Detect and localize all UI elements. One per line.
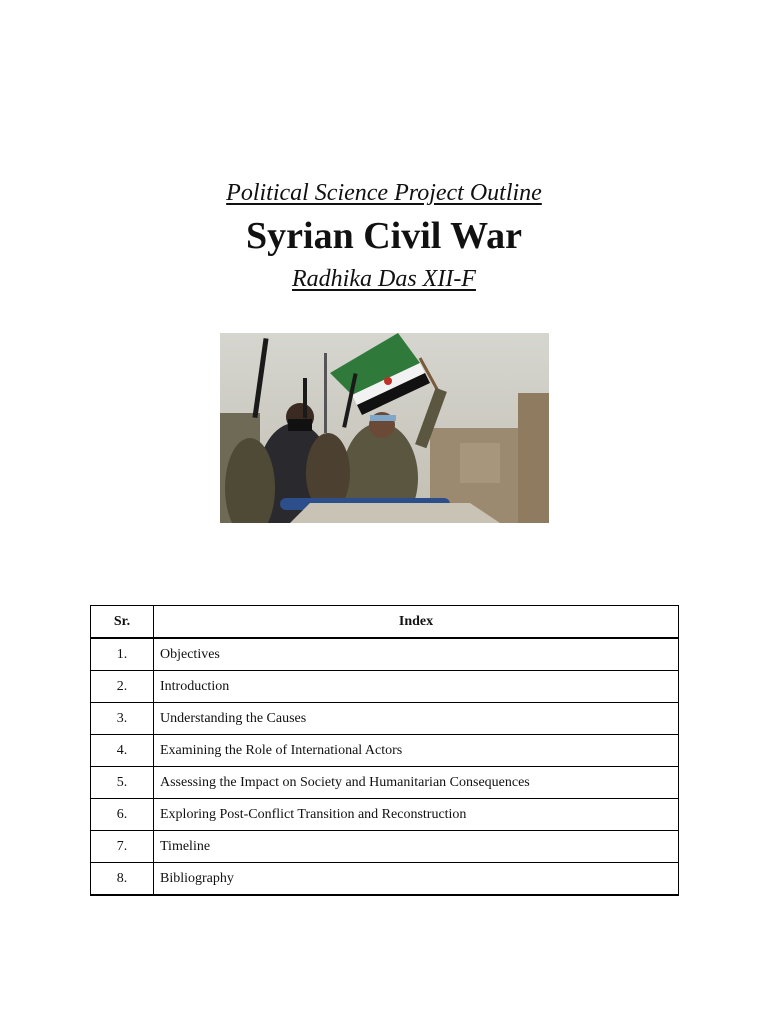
row-item: Exploring Post-Conflict Transition and Reconstruction xyxy=(154,799,679,831)
row-number: 5. xyxy=(91,767,154,799)
row-number: 2. xyxy=(91,671,154,703)
table-header-row xyxy=(91,606,679,639)
row-number: 4. xyxy=(91,735,154,767)
page-title: Syrian Civil War xyxy=(246,215,522,257)
project-subtitle xyxy=(0,178,768,208)
table-row xyxy=(91,831,679,863)
table-row xyxy=(91,799,679,831)
project-subtitle-text: Political Science Project Outline xyxy=(226,180,542,206)
column-header-index: Index xyxy=(154,606,679,639)
row-item: Introduction xyxy=(154,671,679,703)
table-row xyxy=(91,767,679,799)
row-item: Examining the Role of International Actors xyxy=(154,735,679,767)
row-number: 3. xyxy=(91,703,154,735)
row-number: 8. xyxy=(91,863,154,896)
table-row xyxy=(91,703,679,735)
table-row xyxy=(91,638,679,671)
row-number: 6. xyxy=(91,799,154,831)
index-table xyxy=(90,605,679,896)
table-row xyxy=(91,735,679,767)
row-number: 1. xyxy=(91,638,154,671)
table-row xyxy=(91,671,679,703)
row-item: Timeline xyxy=(154,831,679,863)
author-line xyxy=(0,264,768,294)
row-item: Objectives xyxy=(154,638,679,671)
row-item: Bibliography xyxy=(154,863,679,896)
row-item: Understanding the Causes xyxy=(154,703,679,735)
cover-photo xyxy=(220,333,549,523)
column-header-sr: Sr. xyxy=(91,606,154,639)
row-item: Assessing the Impact on Society and Humanitarian Consequences xyxy=(154,767,679,799)
table-row xyxy=(91,863,679,896)
author-text: Radhika Das XII-F xyxy=(292,266,476,292)
row-number: 7. xyxy=(91,831,154,863)
